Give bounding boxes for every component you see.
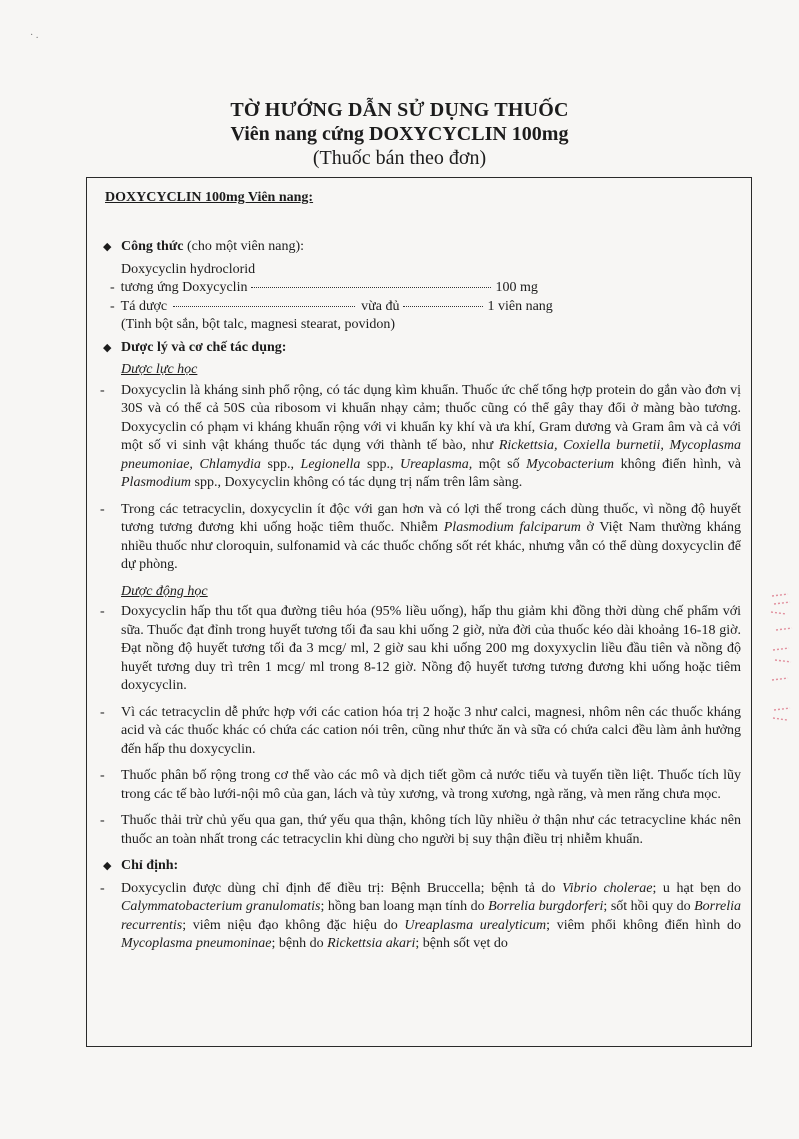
text-run: Doxycyclin là kháng sinh phổ rộng, có tác dụng kìm khuẩn. Thuốc ức chế tổng hợp protein do gắn vào đơn vị 30S và có thể cả 50S của ribosom vi khuẩn nhạy cảm; thuốc cũng có thể gây thay đổi ở màng bào tương. Doxycyclin có phạm vi kháng khuẩn rộng với vi khuẩn ky khí và ưa khí, Gram dương và Gram âm và cả với một số vi sinh vật kháng thuốc tác dụng với thành tế bào, như: [121, 382, 741, 453]
text-run: Doxycyclin được dùng chỉ định để điều trị: Bệnh Bruccella; bệnh tả do: [121, 880, 563, 896]
text-run: không điển hình, và: [614, 456, 741, 472]
section-heading: Chỉ định:: [121, 858, 179, 873]
text-run: ; bệnh sốt vẹt do: [415, 936, 508, 951]
species-name: Ureaplasma,: [400, 456, 473, 472]
text-run: spp.,: [360, 456, 401, 472]
dash-mark: -: [100, 382, 105, 398]
text-run: ; sốt hồi quy do: [603, 899, 695, 914]
text-run: ; viêm phổi không điển hình do: [546, 917, 741, 933]
section-heading: Công thức: [121, 239, 184, 254]
subheading-kinetics: Dược động học: [121, 583, 208, 599]
species-name: Legionella: [300, 456, 361, 472]
excipient-mid: vừa đủ: [361, 298, 400, 314]
dash-mark: -: [110, 280, 115, 295]
dash-mark: -: [100, 501, 105, 517]
dash-mark: -: [100, 604, 105, 619]
species-name: Vibrio cholerae: [562, 880, 653, 896]
equiv-line: [99, 279, 741, 298]
text-run: Trong các tetracyclin, doxycyclin ít độc với gan hơn và có lợi thế trong cách dùng thuốc, vì nồng độ huyết tương tương đương khi uống hoặc tiêm thuốc. Nhiễm: [121, 501, 741, 535]
text-run: Thuốc phân bố rộng trong cơ thể vào các mô và dịch tiết gồm cả nước tiểu và tuyến tiền liệt. Thuốc tích lũy trong các tế bào lưới-nội mô của gan, lách và tủy xương, và trong xương, ngà răng, và men răng chưa mọc.: [121, 768, 741, 802]
bullet-icon: ◆: [103, 860, 112, 872]
text-run: ; viêm niệu đạo không đặc hiệu do: [182, 917, 405, 933]
prescription-note: (Thuốc bán theo đơn): [312, 147, 487, 169]
dash-mark: -: [100, 768, 105, 783]
box-heading: DOXYCYCLIN 100mg Viên nang:: [105, 190, 314, 205]
excipient-line: [99, 298, 741, 317]
paragraph: [99, 767, 741, 804]
text-run: ; hồng ban loang mạn tính do: [320, 899, 489, 914]
species-name: Borrelia burgdorferi: [488, 899, 604, 914]
scan-speck: · .: [30, 30, 39, 41]
section-indications: [99, 857, 741, 876]
text-run: ở Việt Nam thường kháng nhiều thuốc như cloroquin, sulfonamid và các thuốc chống sốt rét khác, nhưng vẫn có thể dùng doxycyclin để dự phòng.: [121, 520, 741, 572]
dot-leader: [251, 287, 491, 288]
section-heading-note: (cho một viên nang):: [183, 239, 304, 254]
section-pharmacology: [99, 339, 741, 358]
dash-mark: -: [100, 880, 105, 896]
content-box: [86, 177, 752, 1047]
equiv-value: 100 mg: [495, 280, 538, 295]
paragraph: [99, 603, 741, 696]
dash-mark: -: [110, 298, 115, 314]
dot-leader: [173, 306, 355, 307]
dot-leader: [403, 306, 483, 307]
excipient-list: (Tinh bột sắn, bột talc, magnesi stearat, povidon): [121, 317, 395, 332]
species-name: Mycobacterium: [526, 456, 615, 472]
paragraph: [99, 382, 741, 493]
species-name: Plasmodium: [121, 475, 191, 490]
species-name: Mycoplasma pneumoninae: [121, 936, 272, 951]
text-run: spp., Doxycyclin không có tác dụng trị nấm trên lâm sàng.: [191, 475, 523, 490]
paragraph: [99, 880, 741, 954]
species-name: Plasmodium falciparum: [443, 520, 581, 535]
excipient-value: 1 viên nang: [487, 298, 553, 314]
excipient-label: Tá dược: [120, 298, 168, 314]
paragraph: [99, 704, 741, 760]
dash-mark: -: [100, 704, 105, 720]
paragraph: [99, 812, 741, 849]
bullet-icon: ◆: [103, 241, 112, 253]
text-run: Vì các tetracyclin dễ phức hợp với các cation hóa trị 2 hoặc 3 như calci, magnesi, nhôm nên các thuốc kháng acid và các thuốc khác có chứa các cation nói trên, cũng như thức ăn và sữa có chứa calci đều làm ảnh hưởng đến hấp thu doxycyclin.: [121, 704, 741, 757]
bullet-icon: ◆: [103, 341, 112, 354]
text-run: một số: [472, 456, 527, 472]
red-stamp-mark: [768, 590, 794, 740]
equiv-label: tương ứng Doxycyclin: [120, 280, 248, 295]
page-subtitle: Viên nang cứng DOXYCYCLIN 100mg: [230, 123, 569, 145]
species-name: Ureaplasma urealyticum: [404, 917, 547, 933]
document-header: [0, 98, 799, 170]
species-name: Rickettsia, Coxiella burnetii, Mycoplasma pneumoniae, Chlamydia: [121, 438, 741, 472]
ingredient-line: Doxycyclin hydroclorid: [121, 261, 256, 277]
species-name: Calymmatobacterium granulomatis: [121, 899, 321, 914]
dash-mark: -: [100, 813, 105, 828]
species-name: Borrelia recurrentis: [121, 899, 741, 933]
section-heading: Dược lý và cơ chế tác dụng:: [121, 339, 287, 355]
text-run: spp.,: [260, 456, 301, 472]
stamp-fragment-icon: [768, 590, 794, 740]
paragraph: [99, 501, 741, 575]
section-formula: [99, 238, 741, 257]
text-run: Thuốc thải trừ chủ yếu qua gan, thứ yếu qua thận, không tích lũy nhiều ở thận như các tetracycline khác nên thuốc an toàn nhất trong các tetracyclin khi dùng cho người bị suy thận điều trị nhiễm khuẩn.: [121, 813, 741, 847]
page-title: TỜ HƯỚNG DẪN SỬ DỤNG THUỐC: [230, 99, 569, 121]
subheading-dynamics: Dược lực học: [121, 362, 198, 377]
content-body: [99, 234, 741, 962]
species-name: Rickettsia akari: [327, 936, 416, 951]
text-run: ; u hạt bẹn do: [652, 880, 741, 896]
text-run: ; bệnh do: [271, 936, 328, 951]
text-run: Doxycyclin hấp thu tốt qua đường tiêu hóa (95% liều uống), hấp thu giảm khi đồng thời dùng chế phẩm với sữa. Thuốc đạt đỉnh trong huyết tương tối đa sau khi uống 2 giờ, nửa đời của thuốc kéo dài khoảng 16-18 giờ. Đạt nồng độ huyết tương tối đa 3 mcg/ ml, 2 giờ sau khi uống 200 mg doxyxyclin liều đầu tiên và nồng độ huyết tương duy trì trên 1 mcg/ ml trong 8-12 giờ. Nồng độ huyết tương tương đương khi uống hoặc tiêm doxycyclin.: [121, 604, 741, 693]
